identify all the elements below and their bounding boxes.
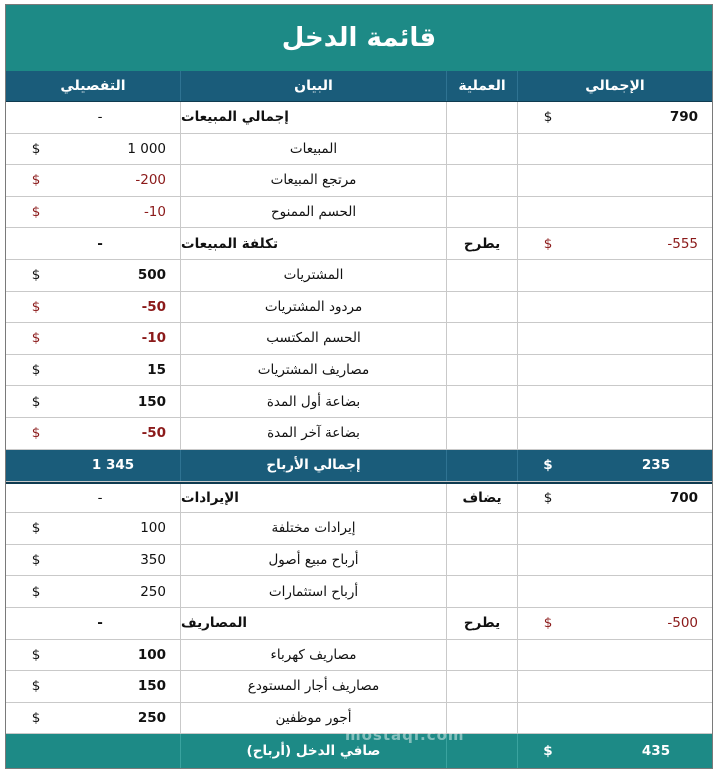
label-cell[interactable]: مصاريف كهرباء: [180, 640, 446, 671]
total-cell[interactable]: [517, 355, 712, 386]
row-expenses[interactable]: [6, 608, 712, 640]
operation-cell[interactable]: [446, 197, 517, 228]
total-cell[interactable]: $ 700: [517, 484, 712, 513]
row-warehouse-rent[interactable]: [6, 671, 712, 703]
total-cell[interactable]: [517, 134, 712, 165]
detail-cell[interactable]: $ 1 000: [31, 140, 166, 157]
label-cell[interactable]: المشتريات: [180, 260, 446, 291]
detail-cell[interactable]: -: [97, 235, 103, 252]
row-closing-stock[interactable]: [6, 418, 712, 450]
row-misc-revenue[interactable]: [6, 513, 712, 545]
header-total: الإجمالي: [517, 71, 712, 101]
total-cell[interactable]: [517, 576, 712, 607]
watermark: mostaql.com: [345, 726, 465, 744]
operation-cell[interactable]: [446, 671, 517, 702]
operation-cell[interactable]: [446, 260, 517, 291]
detail-cell[interactable]: $ 350: [31, 552, 166, 569]
detail-cell[interactable]: -: [97, 615, 103, 632]
label-cell[interactable]: إيرادات مختلفة: [180, 513, 446, 544]
label-cell[interactable]: مرتجع المبيعات: [180, 165, 446, 196]
operation-cell[interactable]: [446, 134, 517, 165]
detail-cell[interactable]: -: [97, 489, 103, 506]
row-revenues[interactable]: [6, 482, 712, 514]
operation-cell[interactable]: [446, 323, 517, 354]
header-detail: التفصيلي: [60, 78, 126, 94]
detail-cell[interactable]: $ -10: [31, 204, 166, 221]
label-cell[interactable]: الإيرادات: [180, 484, 446, 513]
detail-cell[interactable]: $ 150: [31, 393, 166, 410]
total-cell[interactable]: [517, 513, 712, 544]
total-cell[interactable]: [517, 197, 712, 228]
row-purchases[interactable]: [6, 260, 712, 292]
total-cell[interactable]: $ -500: [517, 608, 712, 639]
row-opening-stock[interactable]: [6, 386, 712, 418]
total-cell[interactable]: [517, 545, 712, 576]
row-investment-profit[interactable]: [6, 576, 712, 608]
income-statement-sheet: [5, 4, 713, 769]
total-cell[interactable]: [517, 418, 712, 449]
detail-cell[interactable]: $ 150: [31, 678, 166, 695]
total-cell[interactable]: $ 790: [517, 102, 712, 133]
detail-cell[interactable]: $ 100: [31, 646, 166, 663]
detail-cell[interactable]: $ 500: [31, 267, 166, 284]
label-cell[interactable]: الحسم الممنوح: [180, 197, 446, 228]
total-cell[interactable]: [517, 386, 712, 417]
total-cell[interactable]: $ -555: [517, 228, 712, 259]
operation-cell[interactable]: [446, 386, 517, 417]
operation-cell[interactable]: [446, 545, 517, 576]
row-electricity[interactable]: [6, 640, 712, 672]
detail-cell[interactable]: $ 15: [31, 362, 166, 379]
row-cost-of-sales[interactable]: [6, 228, 712, 260]
total-cell[interactable]: [517, 323, 712, 354]
label-cell[interactable]: بضاعة آخر المدة: [180, 418, 446, 449]
label-cell[interactable]: المبيعات: [180, 134, 446, 165]
row-sales[interactable]: [6, 134, 712, 166]
detail-cell[interactable]: 1 345: [91, 457, 135, 474]
label-cell[interactable]: المصاريف: [180, 608, 446, 639]
label-cell[interactable]: أجور موظفين: [180, 703, 446, 734]
total-cell[interactable]: [517, 703, 712, 734]
header-row: [6, 71, 712, 102]
operation-cell[interactable]: [446, 165, 517, 196]
label-cell[interactable]: إجمالي المبيعات: [180, 102, 446, 133]
operation-cell[interactable]: [446, 450, 517, 481]
label-cell[interactable]: أرباح استثمارات: [180, 576, 446, 607]
page-title: قائمة الدخل: [6, 5, 712, 71]
detail-cell[interactable]: $ 250: [31, 709, 166, 726]
detail-cell[interactable]: [6, 734, 180, 768]
operation-cell[interactable]: يطرح: [446, 228, 517, 259]
detail-cell[interactable]: $ -10: [31, 330, 166, 347]
operation-cell[interactable]: يطرح: [446, 608, 517, 639]
row-sales-returns[interactable]: [6, 165, 712, 197]
total-cell[interactable]: [517, 260, 712, 291]
row-discount-allowed[interactable]: [6, 197, 712, 229]
label-cell[interactable]: بضاعة أول المدة: [180, 386, 446, 417]
operation-cell[interactable]: [446, 513, 517, 544]
operation-cell[interactable]: [446, 640, 517, 671]
detail-cell[interactable]: $ -200: [31, 172, 166, 189]
label-cell[interactable]: مردود المشتريات: [180, 292, 446, 323]
detail-cell[interactable]: $ -50: [31, 298, 166, 315]
operation-cell[interactable]: [446, 292, 517, 323]
label-cell[interactable]: مصاريف أجار المستودع: [180, 671, 446, 702]
row-gross-profit[interactable]: [6, 450, 712, 482]
detail-cell[interactable]: -: [97, 109, 103, 126]
detail-cell[interactable]: $ 250: [31, 583, 166, 600]
total-cell[interactable]: [517, 292, 712, 323]
operation-cell[interactable]: [446, 355, 517, 386]
total-cell[interactable]: $ 235: [517, 450, 712, 481]
total-cell[interactable]: [517, 165, 712, 196]
label-cell[interactable]: مصاريف المشتريات: [180, 355, 446, 386]
detail-cell[interactable]: $ 100: [31, 520, 166, 537]
row-purchase-returns[interactable]: [6, 292, 712, 324]
operation-cell[interactable]: [446, 418, 517, 449]
header-statement: البيان: [180, 71, 446, 101]
operation-cell[interactable]: يضاف: [446, 484, 517, 513]
label-cell[interactable]: إجمالي الأرباح: [180, 450, 446, 481]
label-cell[interactable]: الحسم المكتسب: [180, 323, 446, 354]
row-purchase-expenses[interactable]: [6, 355, 712, 387]
row-discount-earned[interactable]: [6, 323, 712, 355]
label-cell[interactable]: تكلفة المبيعات: [180, 228, 446, 259]
header-operation: العملية: [446, 71, 517, 101]
operation-cell[interactable]: [446, 576, 517, 607]
total-cell[interactable]: [517, 640, 712, 671]
total-cell[interactable]: [517, 671, 712, 702]
label-cell[interactable]: أرباح مبيع أصول: [180, 545, 446, 576]
label-cell[interactable]: صافي الدخل (أرباح): [180, 734, 446, 768]
total-cell[interactable]: $ 435: [517, 734, 712, 768]
row-gross-sales[interactable]: [6, 102, 712, 134]
row-asset-sale-profit[interactable]: [6, 545, 712, 577]
operation-cell[interactable]: [446, 102, 517, 133]
detail-cell[interactable]: $ -50: [31, 425, 166, 442]
